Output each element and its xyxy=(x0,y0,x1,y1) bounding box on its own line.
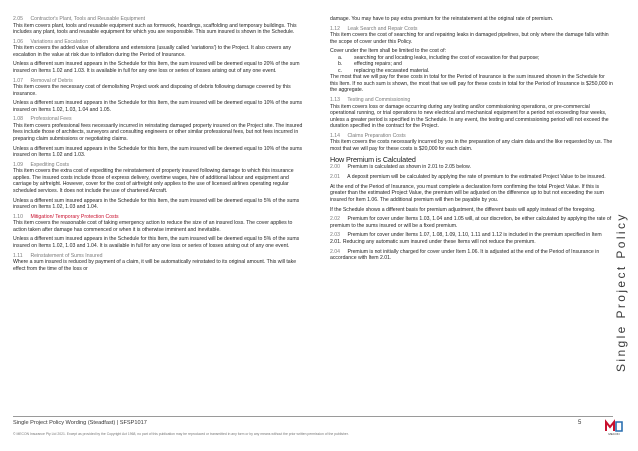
section-1-07-text: This item covers the necessary cost of demolishing Project work and disposing of debris following damage covered by this insurance. xyxy=(13,84,291,97)
section-1-13-title: 1.13 Testing and Commissioning xyxy=(330,97,411,104)
side-title: Single Project Policy xyxy=(614,212,628,372)
section-1-08-text-2: Unless a different sum insured appears in the Schedule for this Item, the sum insured will be deemed equal to 10% of the sums insured on Items 1.02 and 1.03. xyxy=(13,145,303,159)
section-1-14-text: This item covers the costs necessarily incurred by you in the preparation of any claim data and the like requested by us. The most that we will pay for these costs is $20,000 for each claim. xyxy=(330,139,613,152)
footer-title: Single Project Policy Wording (Steadfast) | SFSP1017 xyxy=(13,420,147,426)
section-1-09-title: 1.09 Expediting Costs xyxy=(13,161,70,168)
section-2-05-title: 2.05 Contractor's Plant, Tools and Reusable Equipment xyxy=(13,16,146,22)
section-1-11-text: Where a sum insured is reduced by payment of a claim, it will be automatically reinstated to its original amount. This will take effect from the time of the loss or xyxy=(13,259,297,272)
section-1-10-text: This item covers the reasonable cost of taking emergency action to reduce the size of an insured loss. The cover applies to action taken after damage has commenced or when it is otherwise imminent and inevitable. xyxy=(13,220,293,233)
copyright-notice: © MECON Insurance Pty Ltd 2021. Except as provided by the Copyright Act 1968, no part of this publication may be reproduced or transmitted in any form or by any means without the prior written permission of the publisher. xyxy=(13,432,349,436)
section-2-05-text: This item covers plant, tools and reusable equipment such as formwork, hoardings, scaffolding and temporary buildings. This includes any plant, tools and reusable equipment for which you are responsible. This sum insured is shown in the Schedule. xyxy=(13,22,297,35)
section-1-08-title: 1.08 Professional Fees xyxy=(13,116,72,123)
section-1-06-text-2: Unless a different sum insured appears in the Schedule for this Item, the sum insured will be deemed equal to 20% of the sum insured on Items 1.02 and 1.03. It is available in full for any one loss or series of losses arising out of any one event. xyxy=(13,61,300,74)
list-item: c. replacing the excavated material. xyxy=(338,67,430,74)
right-column xyxy=(330,16,613,265)
clause-2-03: 2.03 Premium for cover under Items 1.07, 1.08, 1.09, 1.10, 1.11 and 1.12 is included in the premium specified in Item 2.01. Reducing any automatic sum insured under these Items will not reduce the premium. xyxy=(330,232,602,245)
section-1-12-title: 1.12 Leak Search and Repair Costs xyxy=(330,25,418,32)
clause-2-02: 2.02 Premium for cover under Items 1.03, 1.04 and 1.05 will, at our discretion, be either calculated by applying the rate of premium to the sums insured or will be a fixed premium. xyxy=(330,216,612,229)
section-1-09-text-2: Unless a different sum insured appears in the Schedule for this Item, the sum insured will be deemed equal to 5% of the sums insured on Items 1.02, 1.03 and 1.04. xyxy=(13,197,300,210)
section-1-12-text-2: Cover under the Item shall be limited to the cost of: xyxy=(330,48,447,55)
section-1-12-text: This item covers the cost of searching for and repairing leaks in damaged pipelines, but only where the damage falls within the scope of cover under this Policy. xyxy=(330,32,609,45)
section-1-07-title: 1.07 Removal of Debris xyxy=(13,77,73,84)
section-1-07-text-2: Unless a different sum insured appears in the Schedule for this Item, the sum insured will be deemed equal to 10% of the sums insured on Items 1.02, 1.03, 1.04 and 1.05. xyxy=(13,100,303,113)
left-column xyxy=(13,16,307,275)
section-1-12-text-3: The most that we will pay for these costs in total for the Period of Insurance is the sum insured shown in the Schedule for this Item. If no such sum is shown, the most that we will pay for these costs in total for the Period of Insurance is $250,000 in the aggregate. xyxy=(330,74,613,94)
section-1-06-title: 1.06 Variations and Escalation xyxy=(13,38,89,45)
mecon-logo-icon xyxy=(603,416,625,436)
svg-text:MECON: MECON xyxy=(608,432,620,436)
premium-heading: How Premium is Calculated xyxy=(330,155,416,165)
section-1-09-text: This item covers the extra cost of expediting the reinstatement of property insured following damage to which this insurance applies. The insured costs include those of express delivery, overtime wages, hire of additional labour and equipment and carriage by airfreight. However, cover for the cost of airfreight only applies to the use of licensed airlines operating regular scheduled services. It does not include the use of chartered Aircraft. xyxy=(13,168,294,194)
leak-cost-list xyxy=(330,55,613,75)
list-item: b. effecting repairs; and xyxy=(338,61,402,68)
section-1-14-title: 1.14 Claims Preparation Costs xyxy=(330,132,406,139)
section-1-08-text: This item covers professional fees necessarily incurred in reinstating damaged property insured on the Project site. The insured fees include those of architects, surveyors and consulting engineers or other similar professional fees, but not fees incurred in preparing claim submissions or negotiating claims. xyxy=(13,122,303,142)
clause-2-04: 2.04 Premium is not initially charged for cover under Item 1.06. It is adjusted at the end of the Period of Insurance in accordance with Item 2.01. xyxy=(330,248,600,262)
clause-2-01-text-2: At the end of the Period of Insurance, you must complete a declaration form confirming the total Project Value. If this is greater than the estimated Project Value, the premium will be adjusted on the difference up to but not exceeding the sum insured for Item 1.06. The additional premium will then be payable by you. xyxy=(330,183,604,203)
section-1-10-title: 1.10 Mitigation/ Temporary Protection Costs xyxy=(13,213,119,220)
section-1-06-text: This item covers the added value of alterations and extensions (usually called 'variations') to the Project. It also covers any escalation in the value at risk due to inflation during the Period of Insurance. xyxy=(13,45,291,58)
clause-2-01: 2.01 A deposit premium will be calculated by applying the rate of premium to the estimated Project Value to be insured. xyxy=(330,174,606,181)
footer-divider xyxy=(13,416,613,417)
section-1-13-text: This item covers loss or damage occurring during any testing and/or commissioning operations, or pre-commercial operational running, or trial operations to new electrical and mechanical equipment for a period not exceeding four weeks, unless a greater period is specified in the Schedule. In any event, the testing and commissioning period will not exceed the duration specified in the contract for the Project. xyxy=(330,103,609,130)
clause-2-01-text-3: If the Schedule shows a different basis for premium adjustment, the different basis will apply instead of the foregoing. xyxy=(330,206,596,213)
section-1-10-text-2: Unless a different sum insured appears in the Schedule for this Item, the sum insured will be deemed equal to 5% of the sums insured on Items 1.02, 1.03 and 1.04. It is available in full for any one loss or series of losses arising out of any one event. xyxy=(13,236,300,249)
list-item: a. searching for and locating leaks, including the cost of excavation for that purpose; xyxy=(338,54,540,61)
section-1-11-title: 1.11 Reinstatement of Sums Insured xyxy=(13,252,103,259)
continued-text: damage. You may have to pay extra premium for the reinstatement at the original rate of premium. xyxy=(330,16,554,22)
page-number: 5 xyxy=(578,420,582,426)
clause-2-00: 2.00 Premium is calculated as shown in 2.01 to 2.05 below. xyxy=(330,164,471,171)
